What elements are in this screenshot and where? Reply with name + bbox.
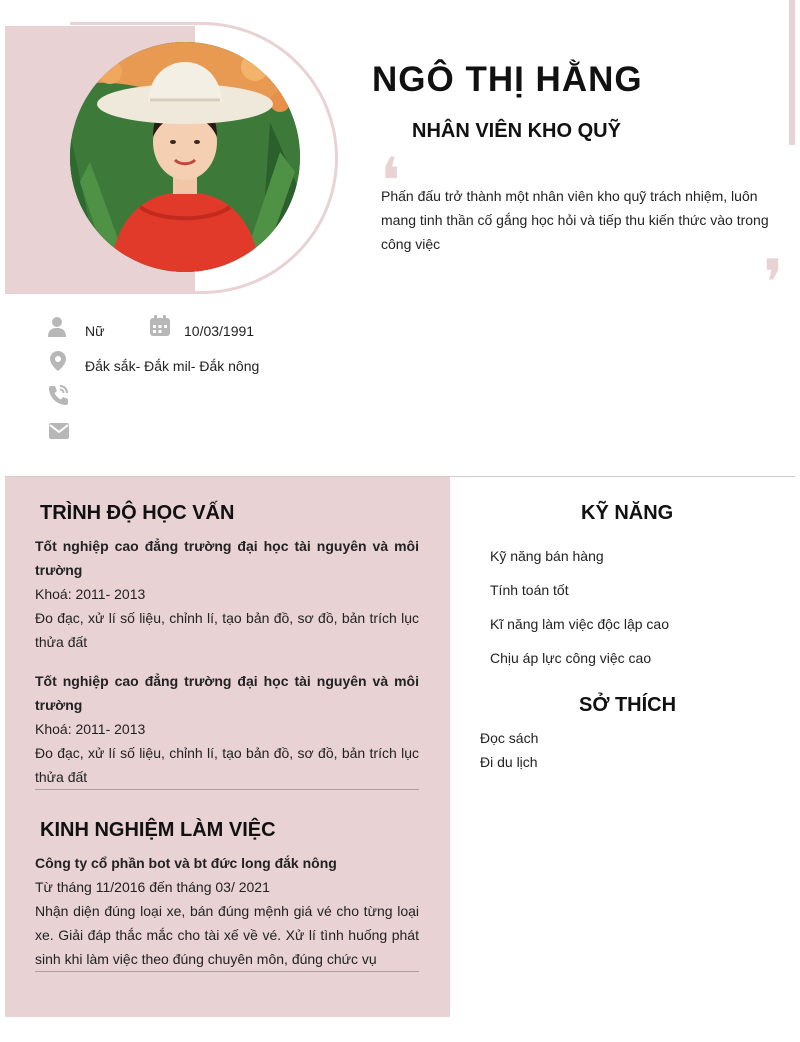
hobbies-heading: SỞ THÍCH (579, 694, 677, 716)
skill-item: Kĩ năng làm việc độc lập cao (490, 616, 669, 632)
address-value: Đắk sắk- Đắk mil- Đắk nông (85, 358, 260, 374)
quote-close-icon: ❜ (763, 247, 784, 321)
hobby-item: Đọc sách (480, 730, 539, 746)
education-heading: TRÌNH ĐỘ HỌC VẤN (40, 502, 235, 524)
experience-heading: KINH NGHIỆM LÀM VIỆC (40, 819, 276, 841)
experience-company: Công ty cổ phần bot và bt đức long đắk nông (35, 855, 337, 871)
experience-period: Từ tháng 11/2016 đến tháng 03/ 2021 (35, 879, 270, 895)
education-school: Tốt nghiệp cao đẳng trường đại học tài nguyên và môi trường (35, 673, 419, 713)
header-accent-stripe (789, 0, 795, 145)
section-rule (35, 789, 419, 790)
phone-icon (47, 384, 69, 406)
job-title: NHÂN VIÊN KHO QUỸ (412, 120, 621, 142)
candidate-name: NGÔ THỊ HẰNG (372, 60, 643, 99)
location-pin-icon (47, 350, 69, 372)
education-school: Tốt nghiệp cao đẳng trường đại học tài nguyên và môi trường (35, 538, 419, 578)
experience-description: Nhận diện đúng loại xe, bán đúng mệnh giá vé cho từng loại xe. Giải đáp thắc mắc cho tài xế về vé. Xử lí tình huống phát sinh khi làm việc theo đúng chuyên môn, đúng chức vụ (35, 903, 419, 967)
quote-open-icon: ❛ (380, 145, 401, 219)
career-objective: Phấn đấu trở thành một nhân viên kho quỹ trách nhiệm, luôn mang tinh thần cố gắng học hỏi và tiếp thu kiến thức vào trong công việc (381, 188, 769, 252)
avatar (70, 42, 300, 272)
education-period: Khoá: 2011- 2013 (35, 721, 146, 737)
skill-item: Chịu áp lực công việc cao (490, 650, 652, 666)
envelope-icon (48, 420, 70, 442)
education-period: Khoá: 2011- 2013 (35, 586, 146, 602)
education-description: Đo đạc, xử lí số liệu, chỉnh lí, tạo bản đồ, sơ đồ, bản trích lục thửa đất (35, 745, 419, 785)
gender-value: Nữ (85, 323, 105, 339)
hobby-item: Đi du lịch (480, 754, 538, 770)
skills-heading: KỸ NĂNG (581, 502, 674, 524)
skill-item: Kỹ năng bán hàng (490, 548, 604, 564)
user-icon (46, 316, 68, 338)
calendar-icon (149, 315, 171, 337)
education-description: Đo đạc, xử lí số liệu, chỉnh lí, tạo bản đồ, sơ đồ, bản trích lục thửa đất (35, 610, 419, 650)
skill-item: Tính toán tốt (490, 582, 569, 598)
section-rule (35, 971, 419, 972)
birthday-value: 10/03/1991 (184, 323, 255, 339)
